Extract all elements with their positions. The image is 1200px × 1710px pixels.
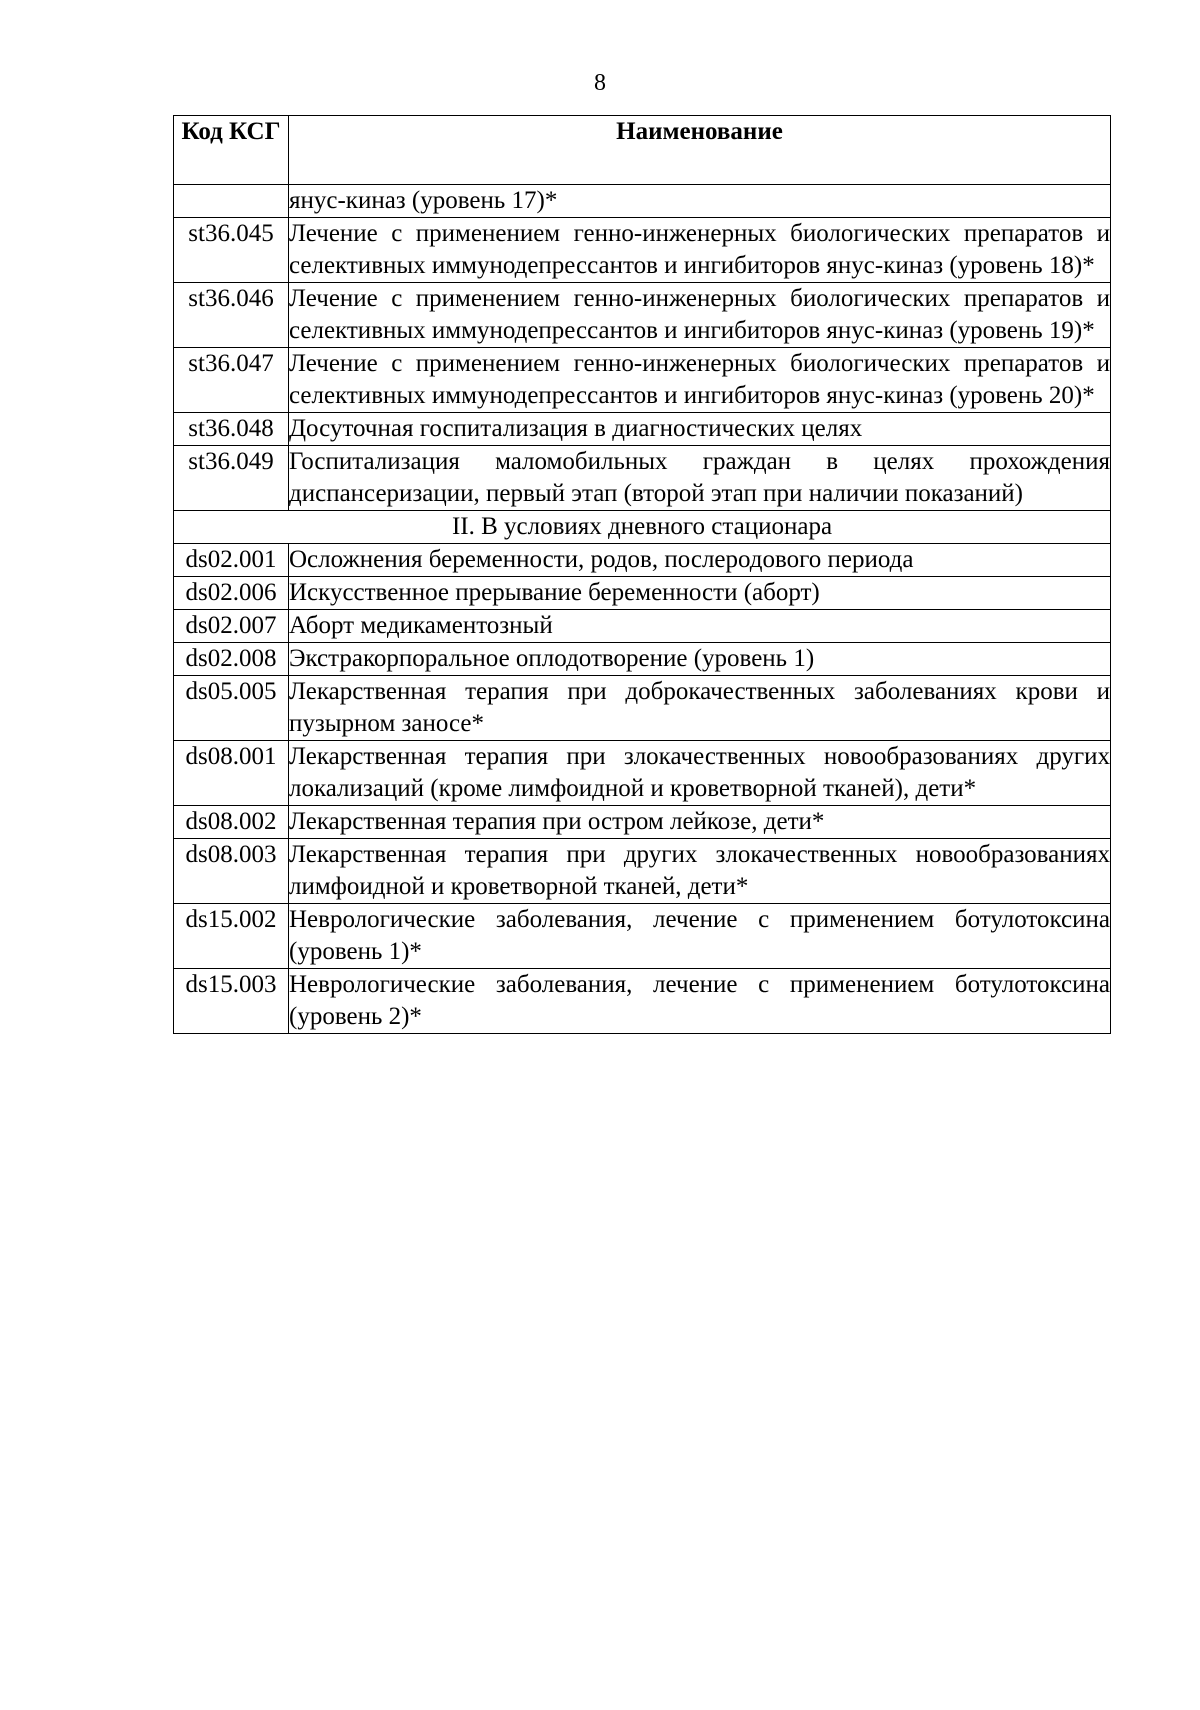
ksg-name: Осложнения беременности, родов, послеродового периода <box>289 544 1111 577</box>
header-code: Код КСГ <box>174 116 289 185</box>
ksg-code: st36.049 <box>174 446 289 511</box>
ksg-name: Искусственное прерывание беременности (аборт) <box>289 577 1111 610</box>
header-name: Наименование <box>289 116 1111 185</box>
table-row <box>174 283 1111 348</box>
table-row <box>174 839 1111 904</box>
ksg-name: Неврологические заболевания, лечение с применением ботулотоксина (уровень 2)* <box>289 969 1111 1034</box>
ksg-code <box>174 185 289 218</box>
table-row <box>174 676 1111 741</box>
ksg-code: ds15.002 <box>174 904 289 969</box>
table-row <box>174 185 1111 218</box>
table-row <box>174 446 1111 511</box>
table-row <box>174 643 1111 676</box>
table-row <box>174 741 1111 806</box>
ksg-name: Госпитализация маломобильных граждан в целях прохождения диспансеризации, первый этап (второй этап при наличии показаний) <box>289 446 1111 511</box>
table-row <box>174 544 1111 577</box>
table-row <box>174 806 1111 839</box>
ksg-name: Аборт медикаментозный <box>289 610 1111 643</box>
table-row <box>174 969 1111 1034</box>
ksg-code: st36.045 <box>174 218 289 283</box>
ksg-code: ds02.008 <box>174 643 289 676</box>
ksg-name: Экстракорпоральное оплодотворение (уровень 1) <box>289 643 1111 676</box>
ksg-code: ds05.005 <box>174 676 289 741</box>
ksg-name: Лекарственная терапия при злокачественных новообразованиях других локализаций (кроме лимфоидной и кроветворной тканей), дети* <box>289 741 1111 806</box>
table-row <box>174 904 1111 969</box>
section-title: II. В условиях дневного стационара <box>174 511 1111 544</box>
section-row <box>174 511 1111 544</box>
ksg-code: st36.048 <box>174 413 289 446</box>
page-number: 8 <box>594 70 606 96</box>
table-row <box>174 577 1111 610</box>
ksg-name: Лекарственная терапия при остром лейкозе, дети* <box>289 806 1111 839</box>
ksg-name: Лечение с применением генно-инженерных биологических препаратов и селективных иммунодепрессантов и ингибиторов янус-киназ (уровень 19)* <box>289 283 1111 348</box>
ksg-code: ds08.002 <box>174 806 289 839</box>
ksg-name: Лечение с применением генно-инженерных биологических препаратов и селективных иммунодепрессантов и ингибиторов янус-киназ (уровень 20)* <box>289 348 1111 413</box>
ksg-name: Лекарственная терапия при доброкачественных заболеваниях крови и пузырном заносе* <box>289 676 1111 741</box>
ksg-name: Лечение с применением генно-инженерных биологических препаратов и селективных иммунодепрессантов и ингибиторов янус-киназ (уровень 18)* <box>289 218 1111 283</box>
ksg-name: Неврологические заболевания, лечение с применением ботулотоксина (уровень 1)* <box>289 904 1111 969</box>
table-row <box>174 413 1111 446</box>
ksg-code: ds02.007 <box>174 610 289 643</box>
table-row <box>174 610 1111 643</box>
ksg-code: st36.047 <box>174 348 289 413</box>
ksg-code: ds08.003 <box>174 839 289 904</box>
ksg-code: ds08.001 <box>174 741 289 806</box>
table-header-row <box>174 116 1111 185</box>
ksg-code: ds02.006 <box>174 577 289 610</box>
table-row <box>174 348 1111 413</box>
ksg-code: ds02.001 <box>174 544 289 577</box>
ksg-name: Лекарственная терапия при других злокачественных новообразованиях лимфоидной и кроветворной тканей, дети* <box>289 839 1111 904</box>
ksg-code: ds15.003 <box>174 969 289 1034</box>
ksg-table <box>173 115 1111 1034</box>
table-row <box>174 218 1111 283</box>
ksg-code: st36.046 <box>174 283 289 348</box>
ksg-name: Досуточная госпитализация в диагностических целях <box>289 413 1111 446</box>
table-body <box>174 185 1111 1034</box>
ksg-name: янус-киназ (уровень 17)* <box>289 185 1111 218</box>
